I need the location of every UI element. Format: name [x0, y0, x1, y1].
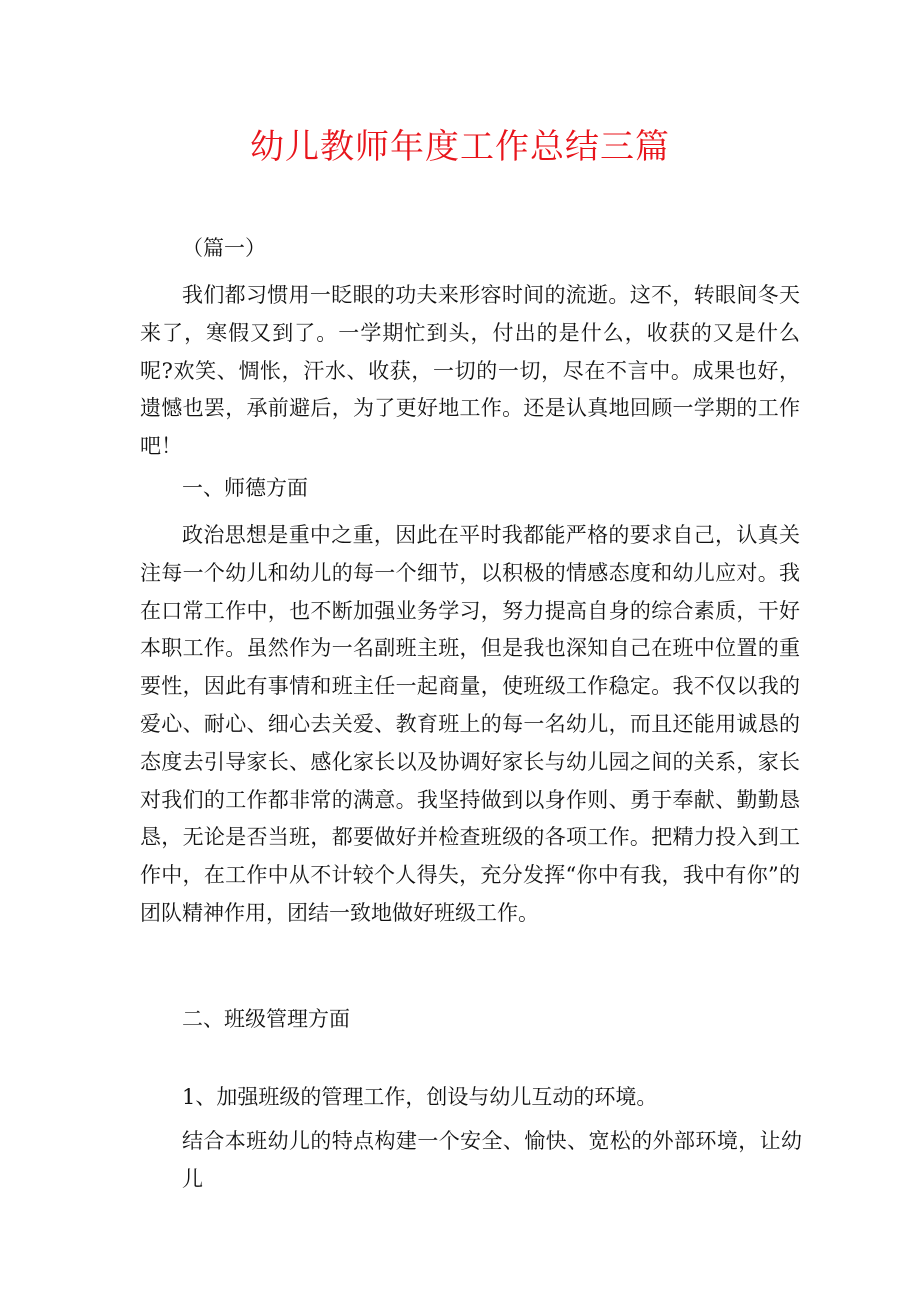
document-title: 幼儿教师年度工作总结三篇 — [250, 127, 670, 167]
heading-class-management: 二、班级管理方面 — [182, 1007, 350, 1031]
paragraph-environment: 结合本班幼儿的特点构建一个安全、愉快、宽松的外部环境，让幼儿 — [182, 1129, 802, 1191]
paragraph-intro: 我们都习惯用一眨眼的功夫来形容时间的流逝。这不，转眼间冬天来了，寒假又到了。一学期忙到头，付出的是什么，收获的又是什么呢?欢笑、惆怅，汗水、收获，一切的一切，尽在不言中。成果也好，遗憾也罢，承前避后，为了更好地工作。还是认真地回顾一学期的工作吧！ — [140, 283, 800, 459]
section-label: （篇一） — [182, 236, 266, 260]
subheading-environment: 1、加强班级的管理工作，创设与幼儿互动的环境。 — [182, 1085, 658, 1109]
paragraph-teacher-ethics: 政治思想是重中之重，因此在平时我都能严格的要求自己，认真关注每一个幼儿和幼儿的每一个细节，以积极的情感态度和幼儿应对。我在口常工作中，也不断加强业务学习，努力提高自身的综合素质，干好本职工作。虽然作为一名副班主班，但是我也深知自己在班中位置的重要性，因此有事情和班主任一起商量，使班级工作稳定。我不仅以我的爱心、耐心、细心去关爱、教育班上的每一名幼儿，而且还能用诚恳的态度去引导家长、感化家长以及协调好家长与幼儿园之间的关系，家长对我们的工作都非常的满意。我坚持做到以身作则、勇于奉献、勤勤恳恳，无论是否当班，都要做好并检查班级的各项工作。把精力投入到工作中，在工作中从不计较个人得失，充分发挥“你中有我，我中有你”的团队精神作用，团结一致地做好班级工作。 — [140, 523, 800, 925]
heading-teacher-ethics: 一、师德方面 — [182, 476, 308, 500]
